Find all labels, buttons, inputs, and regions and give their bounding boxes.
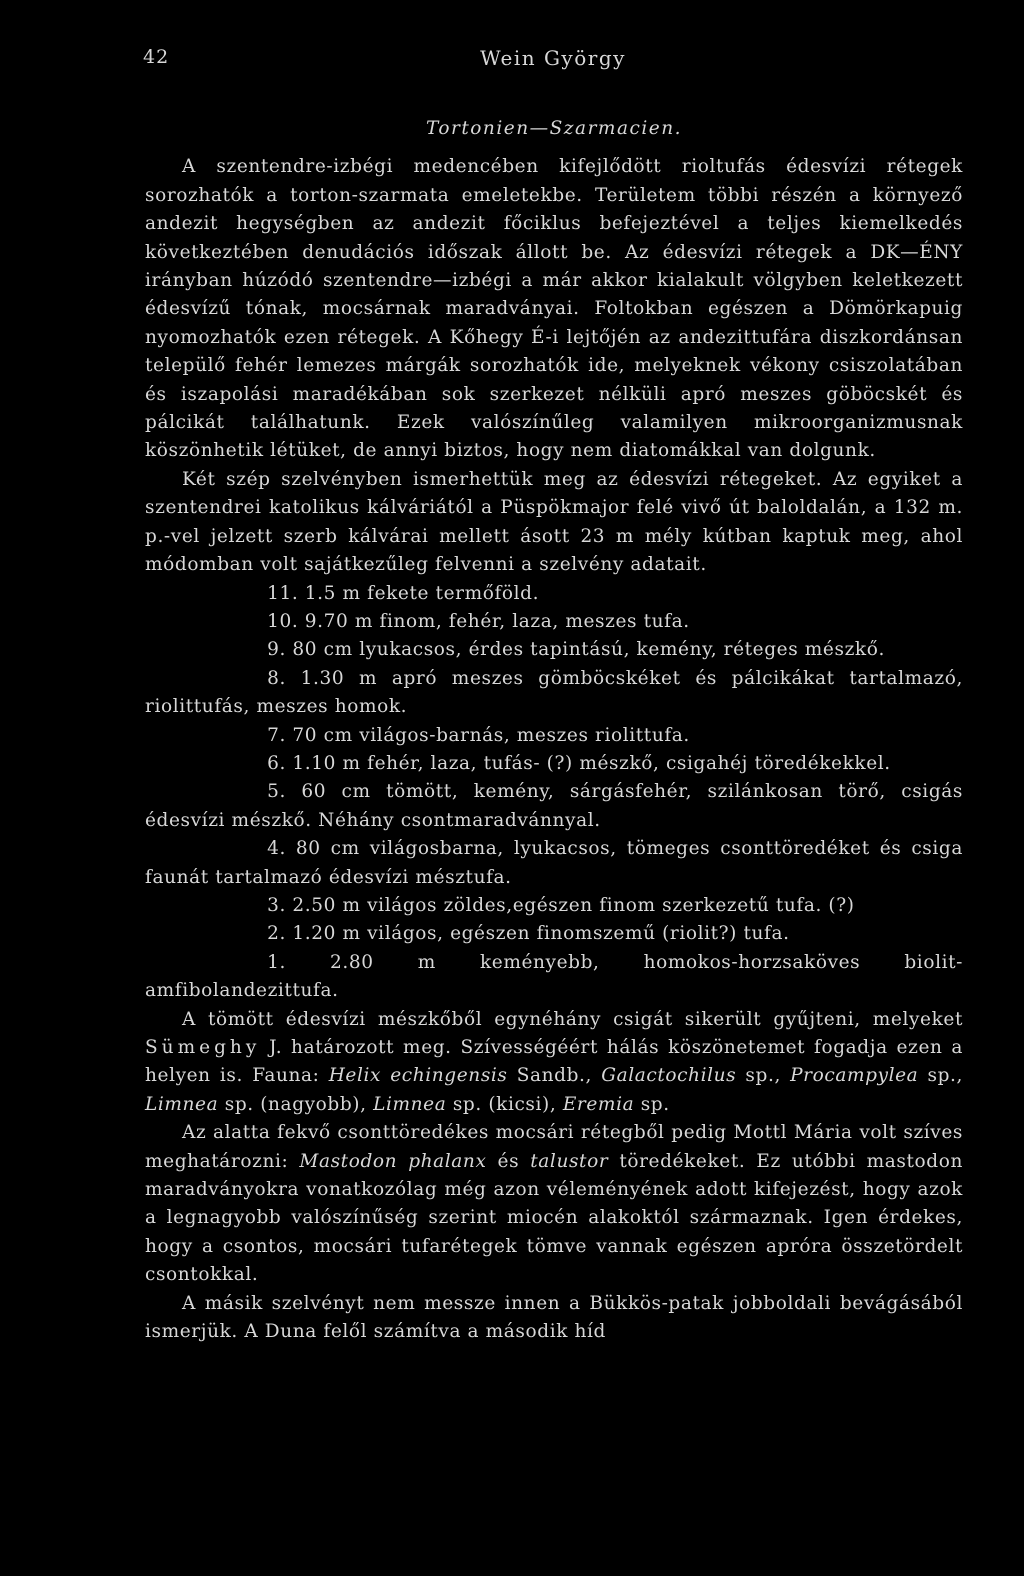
- paragraph-bones: [145, 1119, 963, 1289]
- author-name-sumeghy: Sümeghy: [145, 1037, 261, 1058]
- fauna-text: Sandb.,: [507, 1065, 602, 1087]
- taxon-limnea-small: Limnea: [373, 1093, 447, 1115]
- profile-layer-8: 8. 1.30 m apró meszes gömböcskéket és pálcikákat tartalmazó, riolittufás, meszes homok.: [145, 667, 963, 718]
- profile-layer-11: 11. 1.5 m fekete termőföld.: [267, 582, 540, 604]
- fauna-text: A tömött édesvízi mészkőből egynéhány csigát sikerült gyűjteni, melyeket: [182, 1008, 963, 1030]
- profile-layer-2: 2. 1.20 m világos, egészen finomszemű (riolit?) tufa.: [267, 923, 790, 945]
- bones-text: Az alatta fekvő csonttöredékes mocsári rétegből pedig Mottl Mária volt szíves meghatározni:: [145, 1122, 963, 1172]
- page-header: [143, 46, 963, 76]
- profile-layer-7: 7. 70 cm világos-barnás, meszes riolittufa.: [267, 724, 690, 746]
- profile-layer-list: [145, 580, 963, 1006]
- taxon-eremia: Eremia: [562, 1093, 635, 1115]
- profile-layer-6: 6. 1.10 m fehér, laza, tufás- (?) mészkő, csigahéj töredékekkel.: [267, 752, 891, 774]
- fauna-text: sp.: [634, 1093, 670, 1115]
- bones-text: és: [486, 1150, 531, 1172]
- body-text: [145, 115, 963, 1346]
- paragraph-profile-intro: Két szép szelvényben ismerhettük meg az édesvízi rétegeket. Az egyiket a szentendrei katolikus kálváriától a Püspökmajor felé vivő út baloldalán, a 132 m. p.-vel jelzett szerb kálvárai mellett ásott 23 m mély kútban kaptuk meg, ahol módomban volt sajátkezűleg felvenni a szelvény adatait.: [145, 468, 963, 576]
- section-title: Tortonien—Szarmacien.: [425, 118, 683, 139]
- running-head-author: Wein György: [480, 46, 626, 70]
- fauna-text: J. határozott meg. Szívességéért hálás köszönetemet fogadja ezen a helyen is. Fauna:: [145, 1037, 963, 1087]
- profile-layer-10: 10. 9.70 m finom, fehér, laza, meszes tufa.: [267, 610, 690, 632]
- taxon-limnea-large: Limnea: [145, 1093, 219, 1115]
- taxon-procampylea: Procampylea: [790, 1065, 919, 1087]
- fauna-text: sp.,: [918, 1065, 963, 1087]
- fauna-text: sp. (kicsi),: [446, 1093, 563, 1115]
- fauna-text: sp.,: [736, 1065, 791, 1087]
- profile-layer-3: 3. 2.50 m világos zöldes,egészen finom szerkezetű tufa. (?): [267, 894, 855, 916]
- paragraph-second-profile: A másik szelvényt nem messze innen a Bükkös-patak jobboldali bevágásából ismerjük. A Duna felől számítva a második híd: [145, 1292, 963, 1343]
- fauna-text: sp. (nagyobb),: [218, 1093, 374, 1115]
- taxon-talustor: talustor: [530, 1150, 609, 1172]
- paragraph-fauna: [145, 1006, 963, 1120]
- taxon-helix: Helix echingensis: [328, 1065, 508, 1087]
- profile-layer-4: 4. 80 cm világosbarna, lyukacsos, tömeges csonttöredéket és csiga faunát tartalmazó édesvízi mésztufa.: [145, 838, 963, 888]
- taxon-mastodon-phalanx: Mastodon phalanx: [299, 1150, 487, 1172]
- profile-layer-5: 5. 60 cm tömött, kemény, sárgásfehér, szilánkosan törő, csigás édesvízi mészkő. Néhány csontmaradvánnyal.: [145, 781, 963, 831]
- profile-layer-1: 1. 2.80 m keményebb, homokos-horzsaköves biolit-amfibolandezittufa.: [145, 951, 963, 1002]
- bones-text: töredékeket. Ez utóbbi mastodon maradványokra vonatkozólag még azon véleményének adott kifejezést, hogy azok a legnagyobb valószínűség szerint miocén alakoktól származnak. Igen érdekes, hogy a csontos, mocsári tufarétegek tömve vannak egészen aprórа összetördelt csontokkal.: [145, 1150, 963, 1286]
- profile-layer-9: 9. 80 cm lyukacsos, érdes tapintású, kemény, réteges mészkő.: [267, 639, 885, 661]
- taxon-galactochilus: Galactochilus: [601, 1065, 737, 1087]
- paragraph-intro: A szentendre-izbégi medencében kifejlődött rioltufás édesvízi rétegek sorozhatók a torton-szarmata emeletekbe. Területem többi részén a környező andezit hegységben az andezit főciklus befejeztével a teljes kiemelkedés következtében denudációs időszak állott be. Az édesvízi rétegek a DK—ÉNY irányban húzódó szentendre—izbégi a már akkor kialakult völgyben keletkezett édesvízű tónak, mocsárnak maradványai. Foltokban egészen a Dömörkapuig nyomozhatók ezen rétegek. A Kőhegy É-i lejtőjén az andezittufára diszkordánsan települő fehér lemezes márgák sorozhatók ide, melyeknek vékony csiszolatában és iszapolási maradékában sok szerkezet nélküli apró meszes göböcskét és pálcikát találhatunk. Ezek valószínűleg valamilyen mikroorganizmusnak köszönhetik létüket, de annyi biztos, hogy nem diatomákkal van dolgunk.: [145, 156, 963, 462]
- page-number: 42: [143, 46, 170, 68]
